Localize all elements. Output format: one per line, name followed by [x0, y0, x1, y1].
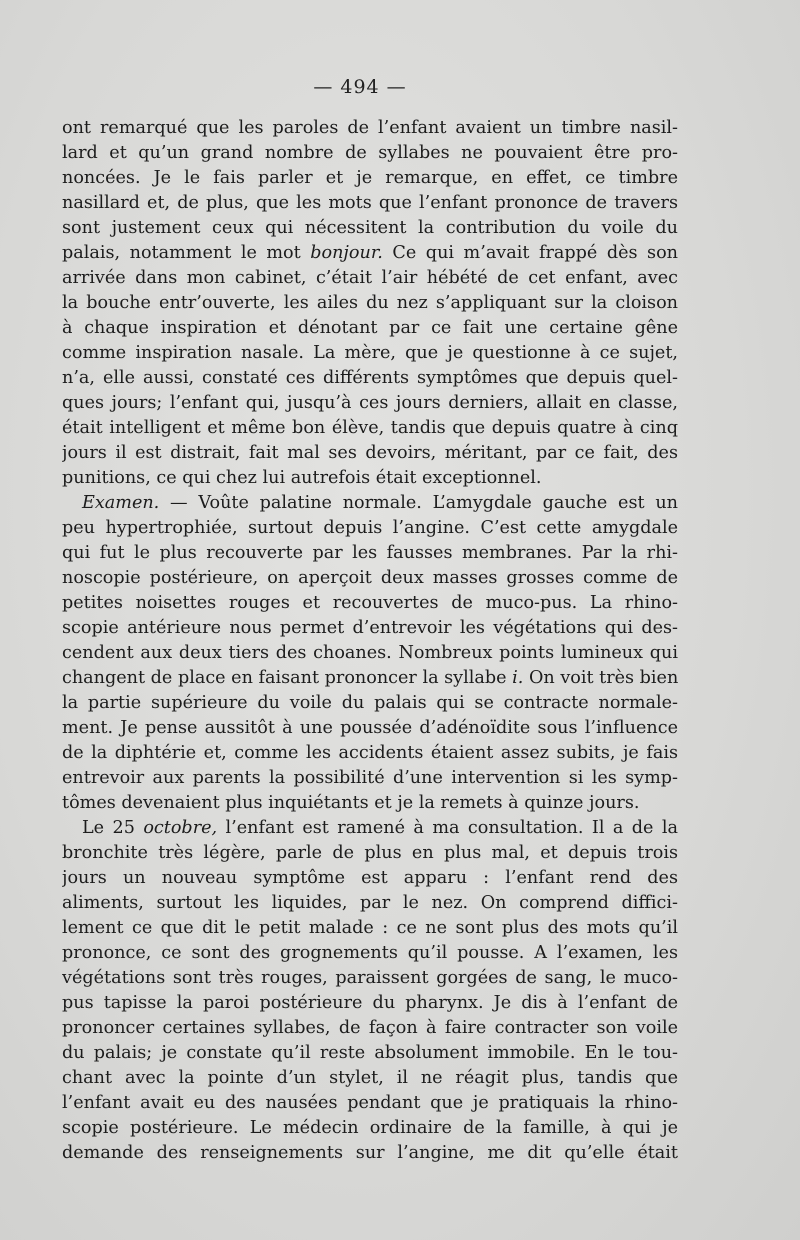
text-line: jours il est distrait, fait mal ses devoirs, méritant, par ce fait, des: [62, 443, 678, 463]
text-line: pus tapisse la paroi postérieure du pharynx. Je dis à l’enfant de: [62, 993, 678, 1013]
text-line: du palais; je constate qu’il reste absolument immobile. En le tou-: [62, 1043, 678, 1063]
text-line: punitions, ce qui chez lui autrefois était exceptionnel.: [62, 468, 542, 488]
text-line: noscopie postérieure, on aperçoit deux masses grosses comme de: [62, 568, 678, 588]
text-line: lard et qu’un grand nombre de syllabes ne pouvaient être pro-: [62, 143, 678, 163]
text-line: de la diphtérie et, comme les accidents étaient assez subits, je fais: [62, 743, 678, 763]
text-line: [62, 816, 678, 841]
text-line: n’a, elle aussi, constaté ces différents symptômes que depuis quel-: [62, 368, 678, 388]
text-line: bronchite très légère, parle de plus en plus mal, et depuis trois: [62, 843, 678, 863]
text-line: cendent aux deux tiers des choanes. Nombreux points lumineux qui: [62, 643, 678, 663]
text-line: tômes devenaient plus inquiétants et je la remets à quinze jours.: [62, 793, 640, 813]
text-run: On voit très bien: [523, 668, 678, 688]
text-run: palais, notamment le mot: [62, 243, 311, 263]
text-line: demande des renseignements sur l’angine, me dit qu’elle était: [62, 1143, 678, 1163]
text-run: l’enfant est ramené à ma consultation. Il a de la: [217, 818, 678, 838]
text-line: [62, 666, 678, 691]
text-line: végétations sont très rouges, paraissent gorgées de sang, le muco-: [62, 968, 678, 988]
italic-word: bonjour.: [310, 243, 383, 263]
text-line: [62, 241, 678, 266]
text-line: scopie antérieure nous permet d’entrevoir les végétations qui des-: [62, 618, 678, 638]
italic-word: octobre,: [143, 818, 218, 838]
text-line: ont remarqué que les paroles de l’enfant avaient un timbre nasil-: [62, 118, 678, 138]
text-line: entrevoir aux parents la possibilité d’une intervention si les symp-: [62, 768, 678, 788]
text-run: — Voûte palatine normale. L’amygdale gauche est un: [159, 493, 678, 513]
body-text: [62, 116, 678, 1166]
text-line: ment. Je pense aussitôt à une poussée d’adénoïdite sous l’influence: [62, 718, 678, 738]
text-line: chant avec la pointe d’un stylet, il ne réagit plus, tandis que: [62, 1068, 678, 1088]
text-line: comme inspiration nasale. La mère, que je questionne à ce sujet,: [62, 343, 678, 363]
text-line: arrivée dans mon cabinet, c’était l’air hébété de cet enfant, avec: [62, 268, 678, 288]
text-line: la bouche entr’ouverte, les ailes du nez s’appliquant sur la cloison: [62, 293, 678, 313]
text-line: peu hypertrophiée, surtout depuis l’angine. C’est cette amygdale: [62, 518, 678, 538]
text-line: nasillard et, de plus, que les mots que l’enfant prononce de travers: [62, 193, 678, 213]
text-run: Ce qui m’avait frappé dès son: [382, 243, 678, 263]
text-line: sont justement ceux qui nécessitent la contribution du voile du: [62, 218, 678, 238]
text-line: était intelligent et même bon élève, tandis que depuis quatre à cinq: [62, 418, 678, 438]
text-line: petites noisettes rouges et recouvertes de muco-pus. La rhino-: [62, 593, 678, 613]
text-line: aliments, surtout les liquides, par le nez. On comprend diffici-: [62, 893, 678, 913]
text-line: lement ce que dit le petit malade : ce ne sont plus des mots qu’il: [62, 918, 678, 938]
text-line: la partie supérieure du voile du palais qui se contracte normale-: [62, 693, 678, 713]
text-line: noncées. Je le fais parler et je remarque, en effet, ce timbre: [62, 168, 678, 188]
text-line: [62, 491, 678, 516]
text-line: l’enfant avait eu des nausées pendant que je pratiquais la rhino-: [62, 1093, 678, 1113]
text-line: prononcer certaines syllabes, de façon à faire contracter son voile: [62, 1018, 678, 1038]
text-line: jours un nouveau symptôme est apparu : l’enfant rend des: [62, 868, 678, 888]
text-line: à chaque inspiration et dénotant par ce fait une certaine gêne: [62, 318, 678, 338]
text-line: ques jours; l’enfant qui, jusqu’à ces jours derniers, allait en classe,: [62, 393, 678, 413]
text-line: scopie postérieure. Le médecin ordinaire de la famille, à qui je: [62, 1118, 678, 1138]
text-line: prononce, ce sont des grognements qu’il pousse. A l’examen, les: [62, 943, 678, 963]
italic-word: i.: [512, 668, 524, 688]
italic-word: Examen.: [82, 493, 160, 513]
text-run: changent de place en faisant prononcer la syllabe: [62, 668, 513, 688]
text-line: qui fut le plus recouverte par les fausses membranes. Par la rhi-: [62, 543, 678, 563]
page-number: — 494 —: [313, 76, 407, 98]
text-run: Le 25: [82, 818, 144, 838]
